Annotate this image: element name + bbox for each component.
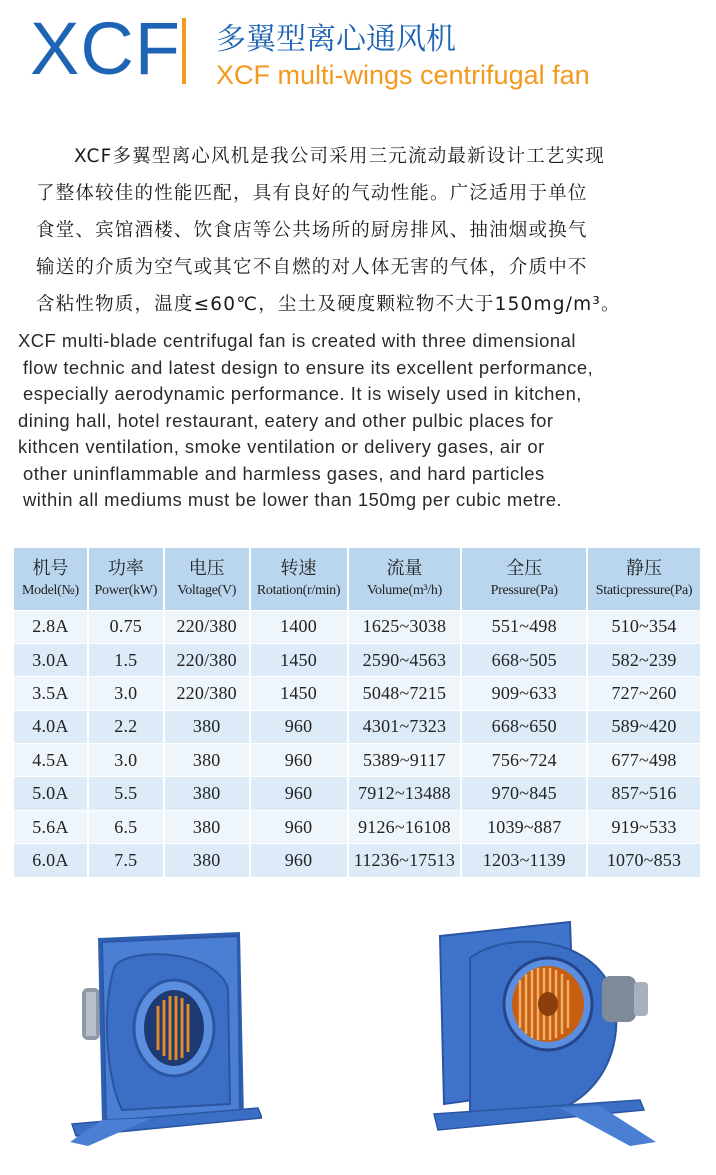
table-cell: 380 xyxy=(164,710,250,743)
description-cn-line: 含粘性物质，温度≤60℃，尘土及硬度颗粒物不大于150mg/m³。 xyxy=(36,294,621,315)
page-header xyxy=(30,8,690,90)
table-row xyxy=(14,844,701,877)
table-cell: 1450 xyxy=(250,643,348,676)
description-en-line: especially aerodynamic performance. It is wisely used in kitchen, xyxy=(23,383,582,404)
table-header-row xyxy=(14,548,701,610)
table-cell: 9126~16108 xyxy=(348,810,462,843)
product-title-cn: 多翼型离心通风机 xyxy=(216,22,456,57)
table-cell: 3.0 xyxy=(88,744,164,777)
table-cell: 960 xyxy=(250,777,348,810)
table-cell: 668~650 xyxy=(461,710,587,743)
table-cell: 11236~17513 xyxy=(348,844,462,877)
table-row xyxy=(14,643,701,676)
table-cell: 551~498 xyxy=(461,610,587,643)
table-cell: 7.5 xyxy=(88,844,164,877)
table-row xyxy=(14,744,701,777)
table-cell: 1070~853 xyxy=(587,844,701,877)
column-header: 流量 Volume(m³/h) xyxy=(348,548,462,610)
description-en-line: kithcen ventilation, smoke ventilation or delivery gases, air or xyxy=(18,436,545,457)
table-cell: 960 xyxy=(250,710,348,743)
table-cell: 1450 xyxy=(250,677,348,710)
table-cell: 1203~1139 xyxy=(461,844,587,877)
table-cell: 589~420 xyxy=(587,710,701,743)
table-cell: 380 xyxy=(164,810,250,843)
description-en-line: dining hall, hotel restaurant, eatery and other pulbic places for xyxy=(18,409,554,431)
fan-front-view-image xyxy=(62,928,262,1148)
table-cell: 960 xyxy=(250,810,348,843)
description-cn-line: 输送的介质为空气或其它不自燃的对人体无害的气体，介质中不 xyxy=(36,257,588,278)
table-cell: 970~845 xyxy=(461,777,587,810)
table-cell: 4.0A xyxy=(14,710,88,743)
column-header: 静压 Staticpressure(Pa) xyxy=(587,548,701,610)
table-cell: 727~260 xyxy=(587,677,701,710)
column-header: 功率 Power(kW) xyxy=(88,548,164,610)
table-cell: 5.6A xyxy=(14,810,88,843)
table-cell: 220/380 xyxy=(164,610,250,643)
description-en xyxy=(18,328,708,514)
table-cell: 6.0A xyxy=(14,844,88,877)
table-cell: 909~633 xyxy=(461,677,587,710)
table-cell: 582~239 xyxy=(587,643,701,676)
table-cell: 960 xyxy=(250,844,348,877)
table-cell: 4301~7323 xyxy=(348,710,462,743)
product-title-en: XCF multi-wings centrifugal fan xyxy=(216,60,590,90)
table-cell: 5.5 xyxy=(88,777,164,810)
table-cell: 1039~887 xyxy=(461,810,587,843)
column-header: 转速 Rotation(r/min) xyxy=(250,548,348,610)
table-row xyxy=(14,710,701,743)
table-cell: 4.5A xyxy=(14,744,88,777)
table-cell: 668~505 xyxy=(461,643,587,676)
brand-title: XCF xyxy=(30,7,181,90)
table-cell: 1625~3038 xyxy=(348,610,462,643)
table-cell: 3.0 xyxy=(88,677,164,710)
table-cell: 1400 xyxy=(250,610,348,643)
column-header: 机号 Model(№) xyxy=(14,548,88,610)
table-cell: 756~724 xyxy=(461,744,587,777)
header-divider xyxy=(182,18,186,84)
table-cell: 5048~7215 xyxy=(348,677,462,710)
table-cell: 380 xyxy=(164,777,250,810)
table-cell: 220/380 xyxy=(164,643,250,676)
description-cn-line: 了整体较佳的性能匹配，具有良好的气动性能。广泛适用于单位 xyxy=(36,183,588,204)
table-cell: 3.0A xyxy=(14,643,88,676)
description-cn-line: 食堂、宾馆酒楼、饮食店等公共场所的厨房排风、抽油烟或换气 xyxy=(36,220,588,241)
table-cell: 5.0A xyxy=(14,777,88,810)
description-cn xyxy=(36,138,676,323)
table-cell: 0.75 xyxy=(88,610,164,643)
table-cell: 2.8A xyxy=(14,610,88,643)
table-cell: 380 xyxy=(164,844,250,877)
column-header: 全压 Pressure(Pa) xyxy=(461,548,587,610)
table-cell: 960 xyxy=(250,744,348,777)
table-row xyxy=(14,810,701,843)
table-row xyxy=(14,777,701,810)
description-en-line: other uninflammable and harmless gases, and hard particles xyxy=(23,462,545,484)
table-cell: 2590~4563 xyxy=(348,643,462,676)
table-cell: 5389~9117 xyxy=(348,744,462,777)
table-cell: 380 xyxy=(164,744,250,777)
table-cell: 6.5 xyxy=(88,810,164,843)
description-en-line: flow technic and latest design to ensure its excellent performance, xyxy=(23,356,594,378)
table-cell: 677~498 xyxy=(587,744,701,777)
description-en-line: within all mediums must be lower than 150mg per cubic metre. xyxy=(23,489,563,510)
spec-table xyxy=(14,548,702,877)
table-cell: 220/380 xyxy=(164,677,250,710)
column-header: 电压 Voltage(V) xyxy=(164,548,250,610)
description-en-line: XCF multi-blade centrifugal fan is created with three dimensional xyxy=(18,330,576,351)
table-row xyxy=(14,677,701,710)
table-cell: 2.2 xyxy=(88,710,164,743)
table-cell: 7912~13488 xyxy=(348,777,462,810)
fan-angled-view-image xyxy=(430,918,660,1150)
table-cell: 510~354 xyxy=(587,610,701,643)
table-cell: 1.5 xyxy=(88,643,164,676)
table-cell: 3.5A xyxy=(14,677,88,710)
table-cell: 919~533 xyxy=(587,810,701,843)
table-row xyxy=(14,610,701,643)
description-cn-line: XCF多翼型离心风机是我公司采用三元流动最新设计工艺实现 xyxy=(74,146,605,167)
table-cell: 857~516 xyxy=(587,777,701,810)
